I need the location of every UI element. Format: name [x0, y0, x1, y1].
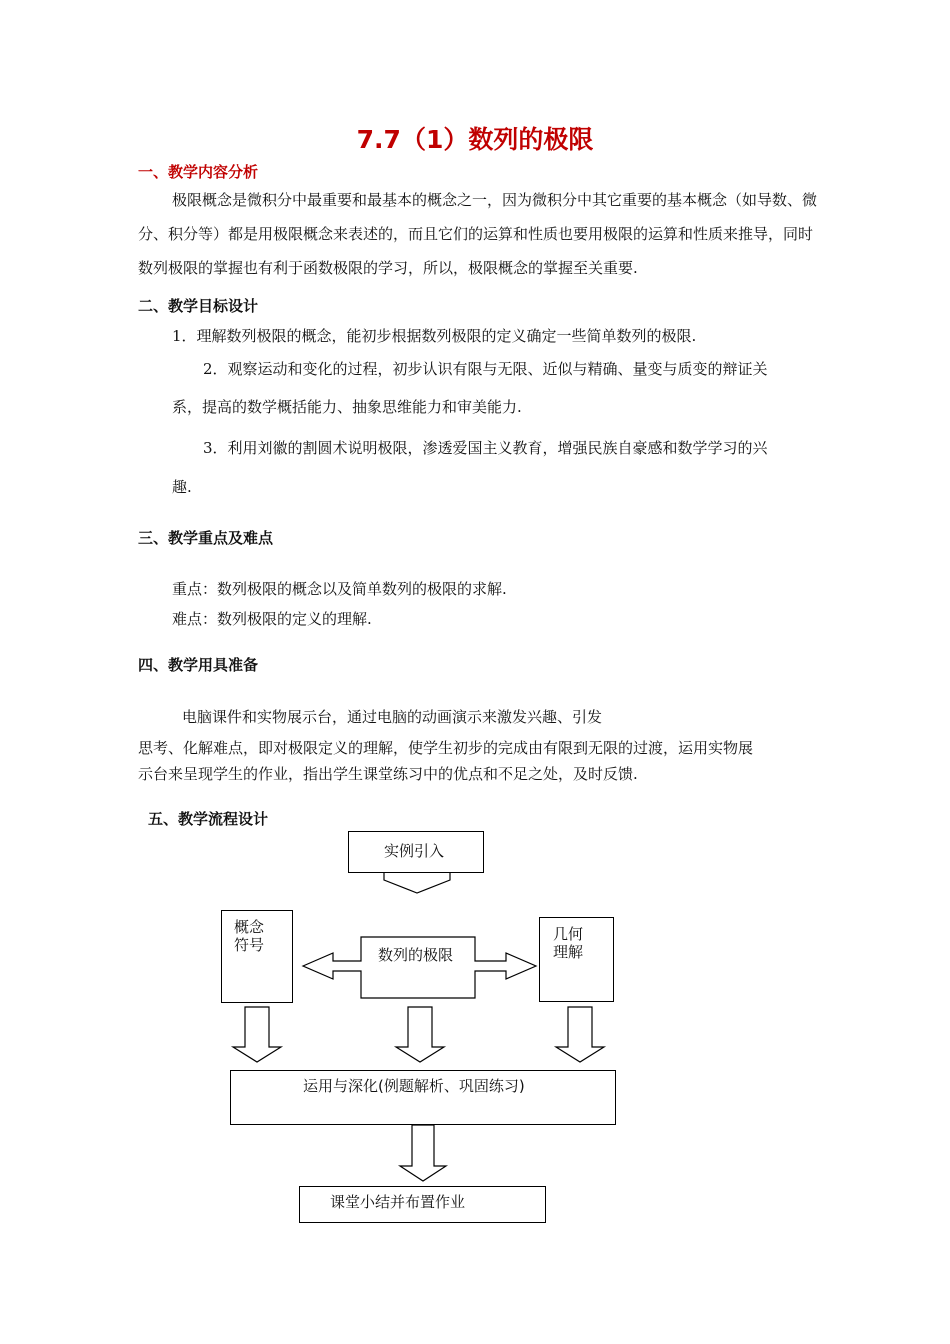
flow-concept-line-2: 符号: [234, 936, 265, 954]
arrow-down-right: [556, 1007, 604, 1062]
arrow-down-left: [233, 1007, 281, 1062]
goal-item-2-line-2: 系，提高的数学概括能力、抽象思维能力和审美能力.: [172, 398, 522, 416]
tools-line-3: 示台来呈现学生的作业，指出学生课堂练习中的优点和不足之处，及时反馈.: [138, 765, 638, 783]
section-2-heading: 二、教学目标设计: [138, 297, 259, 315]
section-3-heading: 三、教学重点及难点: [138, 529, 274, 547]
tools-line-2: 思考、化解难点，即对极限定义的理解，使学生初步的完成由有限到无限的过渡，运用实物展: [138, 739, 754, 757]
arrow-down-summary: [400, 1125, 446, 1181]
goal-item-3-line-2: 趣.: [172, 478, 192, 496]
goal-item-3-line-1: 3．利用刘徽的割圆术说明极限，渗透爱国主义教育，增强民族自豪感和数学学习的兴: [203, 439, 768, 457]
flow-concept-line-1: 概念: [234, 918, 265, 936]
flow-intro-label: 实例引入: [384, 842, 445, 860]
tools-line-1: 电脑课件和实物展示台，通过电脑的动画演示来激发兴趣、引发: [182, 708, 603, 726]
flow-center-label: 数列的极限: [378, 946, 454, 964]
arrow-down-intro: [384, 872, 450, 893]
section-4-heading: 四、教学用具准备: [138, 656, 259, 674]
flow-box-summary: [299, 1186, 546, 1223]
flow-geometry-line-2: 理解: [553, 943, 584, 961]
flow-box-apply: [230, 1070, 616, 1125]
page-title: 7.7（1）数列的极限: [356, 125, 594, 154]
flow-apply-label: 运用与深化(例题解析、巩固练习): [303, 1077, 525, 1095]
flow-box-geometry: [539, 917, 614, 1002]
section-1-paragraph: 极限概念是微积分中最重要和最基本的概念之一，因为微积分中其它重要的基本概念（如导数、微分、积分等）都是用极限概念来表述的，而且它们的运算和性质也要用极限的运算和性质来推导，同时数列极限的掌握也有利于函数极限的学习，所以，极限概念的掌握至关重要.: [138, 191, 818, 277]
flow-geometry-line-1: 几何: [553, 925, 584, 943]
flow-box-concept: [221, 910, 293, 1003]
arrow-down-middle: [396, 1007, 444, 1062]
goal-item-1: 1．理解数列极限的概念，能初步根据数列极限的定义确定一些简单数列的极限.: [172, 327, 697, 345]
flow-summary-label: 课堂小结并布置作业: [330, 1193, 466, 1211]
section-5-heading: 五、教学流程设计: [148, 810, 269, 828]
section-1-heading: 一、教学内容分析: [138, 163, 259, 181]
key-point: 重点：数列极限的概念以及简单数列的极限的求解.: [172, 580, 507, 598]
difficult-point: 难点：数列极限的定义的理解.: [172, 610, 372, 628]
flow-box-intro: [348, 831, 484, 873]
goal-item-2-line-1: 2．观察运动和变化的过程，初步认识有限与无限、近似与精确、量变与质变的辩证关: [203, 360, 768, 378]
